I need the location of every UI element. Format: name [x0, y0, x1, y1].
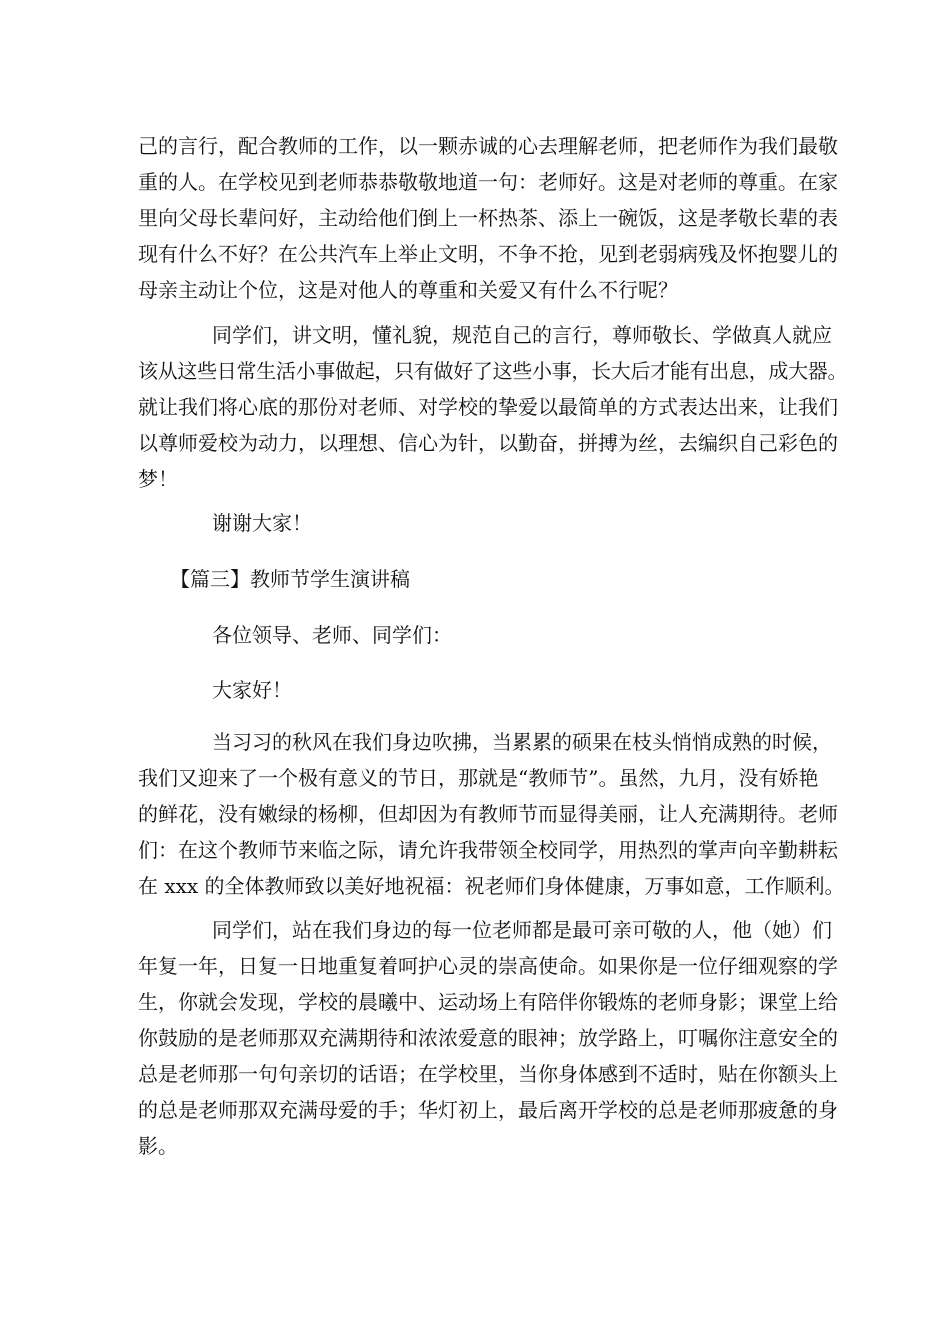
text-line: 总是老师那一句句亲切的话语；在学校里，当你身体感到不适时，贴在你额头上 [138, 1062, 838, 1086]
text-line: 影。 [138, 1134, 178, 1158]
text-line: 重的人。在学校见到老师恭恭敬敬地道一句：老师好。这是对老师的尊重。在家 [138, 170, 838, 194]
text-line: 你鼓励的是老师那双充满期待和浓浓爱意的眼神；放学路上，叮嘱你注意安全的 [138, 1026, 838, 1050]
paragraph-3 [138, 724, 845, 904]
thanks-line: 谢谢大家！ [212, 511, 312, 535]
paragraph-2 [138, 317, 848, 497]
text-line: 我们又迎来了一个极有意义的节日，那就是“教师节”。虽然，九月，没有娇艳 [138, 766, 819, 790]
text-line: 在 xxx 的全体教师致以美好地祝福：祝老师们身体健康，万事如意，工作顺利。 [138, 874, 845, 898]
text-line: 们：在这个教师节来临之际，请允许我带领全校同学，用热烈的掌声向辛勤耕耘 [138, 838, 838, 862]
text-line: 生，你就会发现，学校的晨曦中、运动场上有陪伴你锻炼的老师身影；课堂上给 [138, 990, 838, 1014]
section-heading: 【篇三】教师节学生演讲稿 [170, 567, 410, 591]
text-line: 的总是老师那双充满母爱的手；华灯初上，最后离开学校的总是老师那疲惫的身 [138, 1098, 838, 1122]
text-line: 里向父母长辈问好，主动给他们倒上一杯热茶、添上一碗饭，这是孝敬长辈的表 [138, 206, 838, 230]
text-line: 现有什么不好？在公共汽车上举止文明，不争不抢，见到老弱病残及怀抱婴儿的 [138, 242, 838, 266]
paragraph-1 [138, 128, 838, 308]
greeting-line: 大家好！ [212, 678, 292, 702]
text-line: 年复一年，日复一日地重复着呵护心灵的崇高使命。如果你是一位仔细观察的学 [138, 954, 838, 978]
text-line: 己的言行，配合教师的工作，以一颗赤诚的心去理解老师，把老师作为我们最敬 [138, 134, 838, 158]
text-line: 该从这些日常生活小事做起，只有做好了这些小事，长大后才能有出息，成大器。 [138, 359, 848, 383]
salutation-line: 各位领导、老师、同学们： [212, 623, 452, 647]
text-line: 母亲主动让个位，这是对他人的尊重和关爱又有什么不行呢？ [138, 278, 678, 302]
text-line: 同学们，站在我们身边的每一位老师都是最可亲可敬的人，他（她）们 [212, 918, 832, 942]
text-line: 以尊师爱校为动力，以理想、信心为针，以勤奋，拼搏为丝，去编织自己彩色的 [138, 431, 838, 455]
text-line: 同学们，讲文明，懂礼貌，规范自己的言行，尊师敬长、学做真人就应 [212, 323, 832, 347]
text-line: 的鲜花，没有嫩绿的杨柳，但却因为有教师节而显得美丽，让人充满期待。老师 [138, 802, 838, 826]
text-line: 当习习的秋风在我们身边吹拂，当累累的硕果在枝头悄悄成熟的时候， [212, 730, 832, 754]
paragraph-4 [138, 912, 838, 1164]
text-line: 梦！ [138, 467, 178, 491]
text-line: 就让我们将心底的那份对老师、对学校的挚爱以最简单的方式表达出来，让我们 [138, 395, 838, 419]
